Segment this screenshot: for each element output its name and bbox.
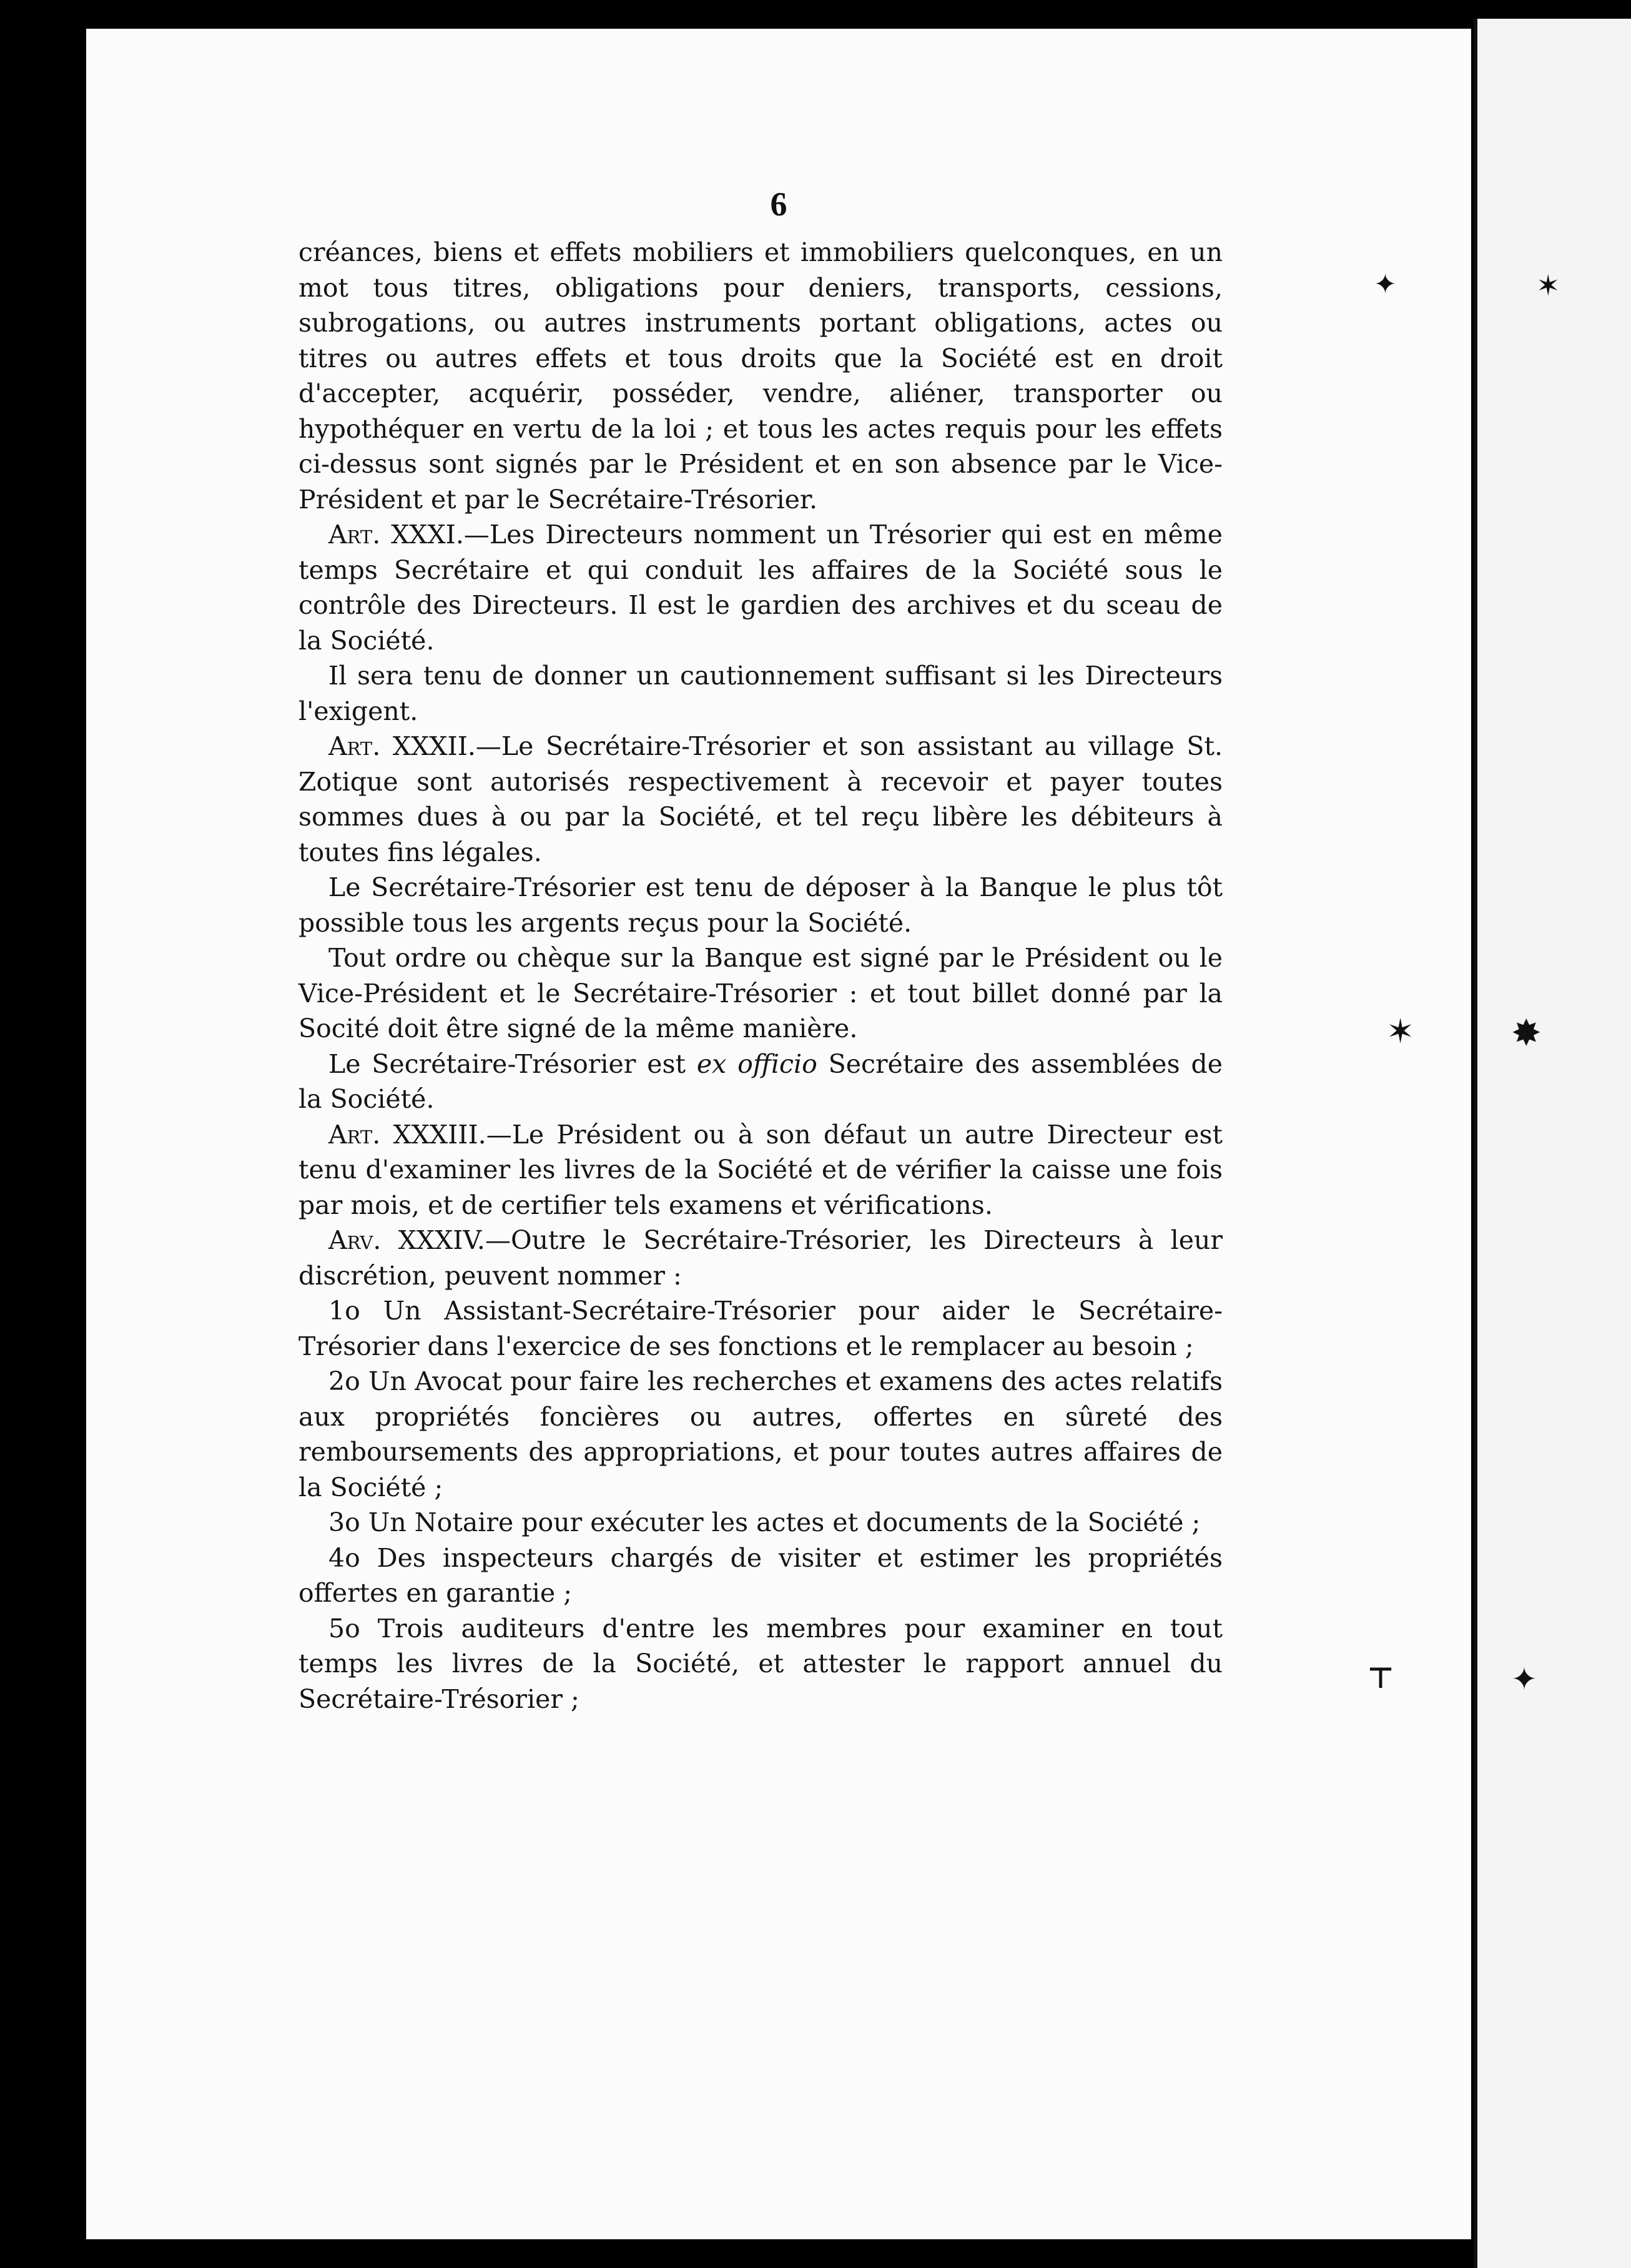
- article-33: [298, 1117, 1223, 1223]
- bleed-through-mark: ✦: [1374, 269, 1397, 300]
- article-34-text: —Outre le Secrétaire-Trésorier, les Directeurs à leur discrétion, peuvent nommer :: [298, 1225, 1223, 1291]
- ex-officio-before: Le Secrétaire-Trésorier est: [328, 1048, 697, 1079]
- article-31: [298, 517, 1223, 658]
- list-item-1: 1o Un Assistant-Secrétaire-Trésorier pour aider le Secrétaire-Trésorier dans l'exercice de ses fonctions et le remplacer au besoin ;: [298, 1296, 1223, 1361]
- paragraph-ex-officio: [298, 1047, 1223, 1117]
- ex-officio-italic: ex officio: [696, 1048, 817, 1079]
- article-32: [298, 729, 1223, 870]
- article-31-label: Art. XXXI.: [328, 520, 464, 550]
- adjacent-page-edge: [1474, 19, 1631, 2268]
- article-34: [298, 1223, 1223, 1293]
- ex-officio-after: Secrétaire des assemblées de la Société.: [298, 1048, 1223, 1114]
- article-31-text: —Les Directeurs nomment un Trésorier qui est en même temps Secrétaire et qui conduit les affaires de la Société sous le contrôle des Directeurs. Il est le gardien des archives et du sceau de la Société.: [298, 520, 1223, 656]
- page-number: 6: [770, 185, 787, 223]
- page: [86, 29, 1471, 2239]
- page-body: [298, 235, 1223, 1717]
- article-33-text: —Le Président ou à son défaut un autre Directeur est tenu d'examiner les livres de la Société et de vérifier la caisse une fois par mois, et de certifier tels examens et vérifications.: [298, 1119, 1223, 1220]
- bleed-through-mark: ✶: [1386, 1012, 1415, 1051]
- article-32-text: —Le Secrétaire-Trésorier et son assistant au village St. Zotique sont autorisés respectivement à recevoir et payer toutes sommes dues à ou par la Société, et tel reçu libère les débiteurs à toutes fins légales.: [298, 731, 1223, 867]
- paragraph-cautionnement: Il sera tenu de donner un cautionnement suffisant si les Directeurs l'exigent.: [298, 661, 1223, 726]
- paragraph-cheque: Tout ordre ou chèque sur la Banque est signé par le Président ou le Vice-Président et le Secrétaire-Trésorier : et tout billet donné par la Socité doit être signé de la même manière.: [298, 943, 1223, 1043]
- article-32-label: Art. XXXII.: [328, 731, 476, 761]
- bleed-through-mark: ⊤: [1367, 1661, 1394, 1695]
- list-item-2: 2o Un Avocat pour faire les recherches et examens des actes relatifs aux propriétés foncières ou autres, offertes en sûreté des remboursements des appropriations, et pour toutes autres affaires de la Société ;: [298, 1366, 1223, 1502]
- paragraph-continuation: créances, biens et effets mobiliers et immobiliers quelconques, en un mot tous titres, obligations pour deniers, transports, cessions, subrogations, ou autres instruments portant obligations, actes ou titres ou autres effets et tous droits que la Société est en droit d'accepter, acquérir, posséder, vendre, aliéner, transporter ou hypothéquer en vertu de la loi ; et tous les actes requis pour les effets ci-dessus sont signés par le Président et en son absence par le Vice-Président et par le Secrétaire-Trésorier.: [298, 237, 1223, 515]
- article-34-label: Arv. XXXIV.: [328, 1225, 485, 1255]
- bleed-through-mark: ✶: [1536, 269, 1560, 302]
- list-item-4: 4o Des inspecteurs chargés de visiter et estimer les propriétés offertes en garantie ;: [298, 1542, 1223, 1608]
- bleed-through-mark: ✸: [1511, 1012, 1542, 1054]
- list-item-3: 3o Un Notaire pour exécuter les actes et documents de la Société ;: [328, 1507, 1201, 1537]
- paragraph-depot: Le Secrétaire-Trésorier est tenu de déposer à la Banque le plus tôt possible tous les argents reçus pour la Société.: [298, 872, 1223, 938]
- article-33-label: Art. XXXIII.: [328, 1119, 486, 1150]
- bleed-through-mark: ✦: [1511, 1661, 1537, 1697]
- list-item-5: 5o Trois auditeurs d'entre les membres pour examiner en tout temps les livres de la Société, et attester le rapport annuel du Secrétaire-Trésorier ;: [298, 1613, 1223, 1714]
